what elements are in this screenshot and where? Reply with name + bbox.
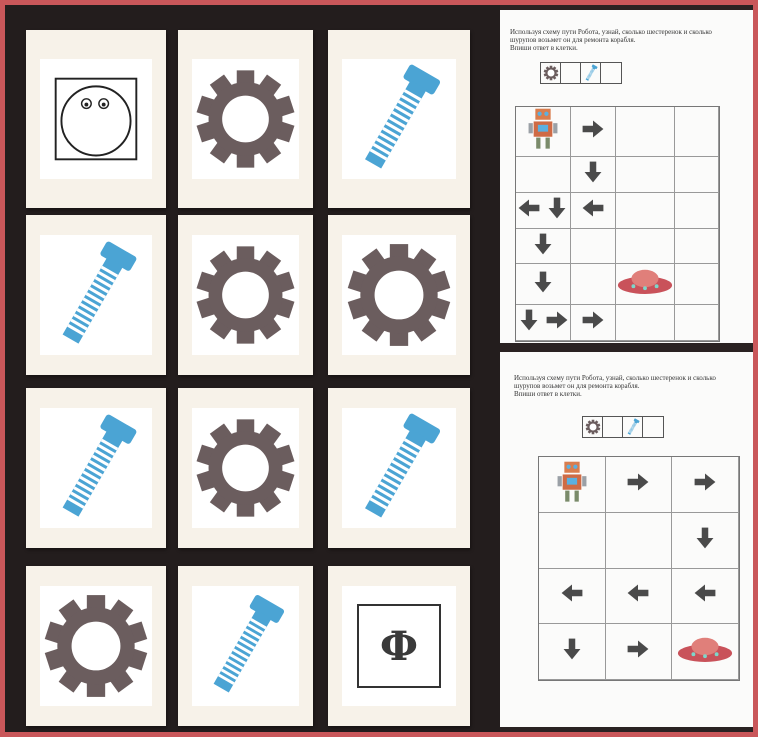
arrow-left-icon (580, 195, 606, 226)
gear-icon (583, 417, 603, 437)
instruction-line: Впиши ответ в клетки. (510, 44, 578, 52)
arrow-right-icon (625, 636, 651, 667)
grid-cell (675, 107, 720, 157)
grid-cell (675, 264, 720, 305)
arrow-left-icon (692, 580, 718, 611)
instruction-line: Впиши ответ в клетки. (514, 390, 582, 398)
game-card[interactable] (178, 566, 313, 726)
arrow-right-icon (580, 307, 606, 338)
arrow-down-icon (544, 195, 570, 226)
arrow-down-icon (516, 307, 542, 338)
bolt-icon (342, 408, 456, 528)
grid-cell (516, 229, 571, 265)
grid-cell (616, 264, 675, 305)
grid-cell (672, 513, 739, 569)
spaceship-icon (616, 264, 674, 304)
grid-cell (539, 457, 606, 513)
game-card[interactable] (178, 215, 313, 375)
grid-cell (675, 229, 720, 265)
grid-cell (606, 624, 673, 680)
grid-cell (571, 264, 616, 305)
phi-letter: Ф (380, 622, 418, 670)
robot-icon (555, 460, 589, 509)
worksheet-bottom-instructions (514, 374, 744, 398)
gear-icon (192, 59, 299, 179)
game-card[interactable] (178, 388, 313, 548)
answer-box (601, 63, 621, 83)
grid-cell (571, 229, 616, 265)
grid-cell (516, 107, 571, 157)
arrow-right-icon (580, 116, 606, 147)
grid-cell (675, 193, 720, 229)
arrow-left-icon (559, 580, 585, 611)
path-grid (515, 106, 720, 342)
grid-cell (516, 193, 571, 229)
arrow-down-icon (530, 269, 556, 300)
bolt-icon (40, 408, 152, 528)
grid-cell (616, 229, 675, 265)
grid-cell (675, 157, 720, 193)
grid-cell (571, 305, 616, 341)
robot-icon (526, 107, 560, 156)
gear-icon (192, 235, 299, 355)
arrow-left-icon (625, 580, 651, 611)
game-card[interactable] (328, 388, 470, 548)
answer-boxes (540, 62, 622, 84)
game-card[interactable] (328, 30, 470, 208)
bolt-icon (40, 235, 152, 355)
worksheet-top (500, 10, 753, 343)
grid-cell (606, 569, 673, 625)
arrow-down-icon (559, 636, 585, 667)
instruction-line: Используя схему пути Робота, узнай, сколько шестеренок и сколько (514, 374, 716, 382)
grid-cell (672, 457, 739, 513)
grid-cell (606, 513, 673, 569)
worksheet-top-instructions (510, 28, 740, 52)
grid-cell (672, 569, 739, 625)
grid-cell (539, 513, 606, 569)
grid-cell (516, 157, 571, 193)
grid-cell (675, 305, 720, 341)
gear-icon (40, 586, 152, 706)
arrow-down-icon (692, 525, 718, 556)
game-card[interactable] (178, 30, 313, 208)
grid-cell (672, 624, 739, 680)
bolt-icon (342, 59, 456, 179)
instruction-line: шурупов возьмет он для ремонта корабля. (514, 382, 640, 390)
arrow-down-icon (580, 159, 606, 190)
grid-cell (571, 157, 616, 193)
grid-cell (616, 193, 675, 229)
grid-cell (616, 107, 675, 157)
bolt-icon (623, 417, 643, 437)
worksheet-bottom (500, 352, 753, 727)
game-card[interactable] (26, 30, 166, 208)
arrow-right-icon (625, 469, 651, 500)
grid-cell (571, 193, 616, 229)
instruction-line: Используя схему пути Робота, узнай, сколько шестеренок и сколько (510, 28, 712, 36)
grid-cell (539, 569, 606, 625)
arrow-down-icon (530, 231, 556, 262)
grid-cell (571, 107, 616, 157)
game-card[interactable] (26, 215, 166, 375)
spaceship-icon (676, 632, 734, 672)
game-card[interactable] (328, 566, 470, 726)
answer-box (643, 417, 663, 437)
answer-box (603, 417, 623, 437)
answer-box (561, 63, 581, 83)
gear-icon (192, 408, 299, 528)
grid-cell (616, 305, 675, 341)
game-card[interactable] (26, 566, 166, 726)
gear-icon (342, 235, 456, 355)
gear-icon (541, 63, 561, 83)
game-board (5, 5, 500, 732)
arrow-right-icon (544, 307, 570, 338)
robot-face-icon (40, 59, 152, 179)
bolt-icon (192, 586, 299, 706)
grid-cell (539, 624, 606, 680)
arrow-left-icon (516, 195, 542, 226)
path-grid (538, 456, 740, 681)
bolt-icon (581, 63, 601, 83)
grid-cell (516, 305, 571, 341)
grid-cell (516, 264, 571, 305)
phi-box (357, 604, 441, 688)
arrow-right-icon (692, 469, 718, 500)
grid-cell (606, 457, 673, 513)
phi-card-face (342, 586, 456, 706)
game-card[interactable] (328, 215, 470, 375)
game-card[interactable] (26, 388, 166, 548)
answer-boxes (582, 416, 664, 438)
instruction-line: шурупов возьмет он для ремонта корабля. (510, 36, 636, 44)
grid-cell (616, 157, 675, 193)
